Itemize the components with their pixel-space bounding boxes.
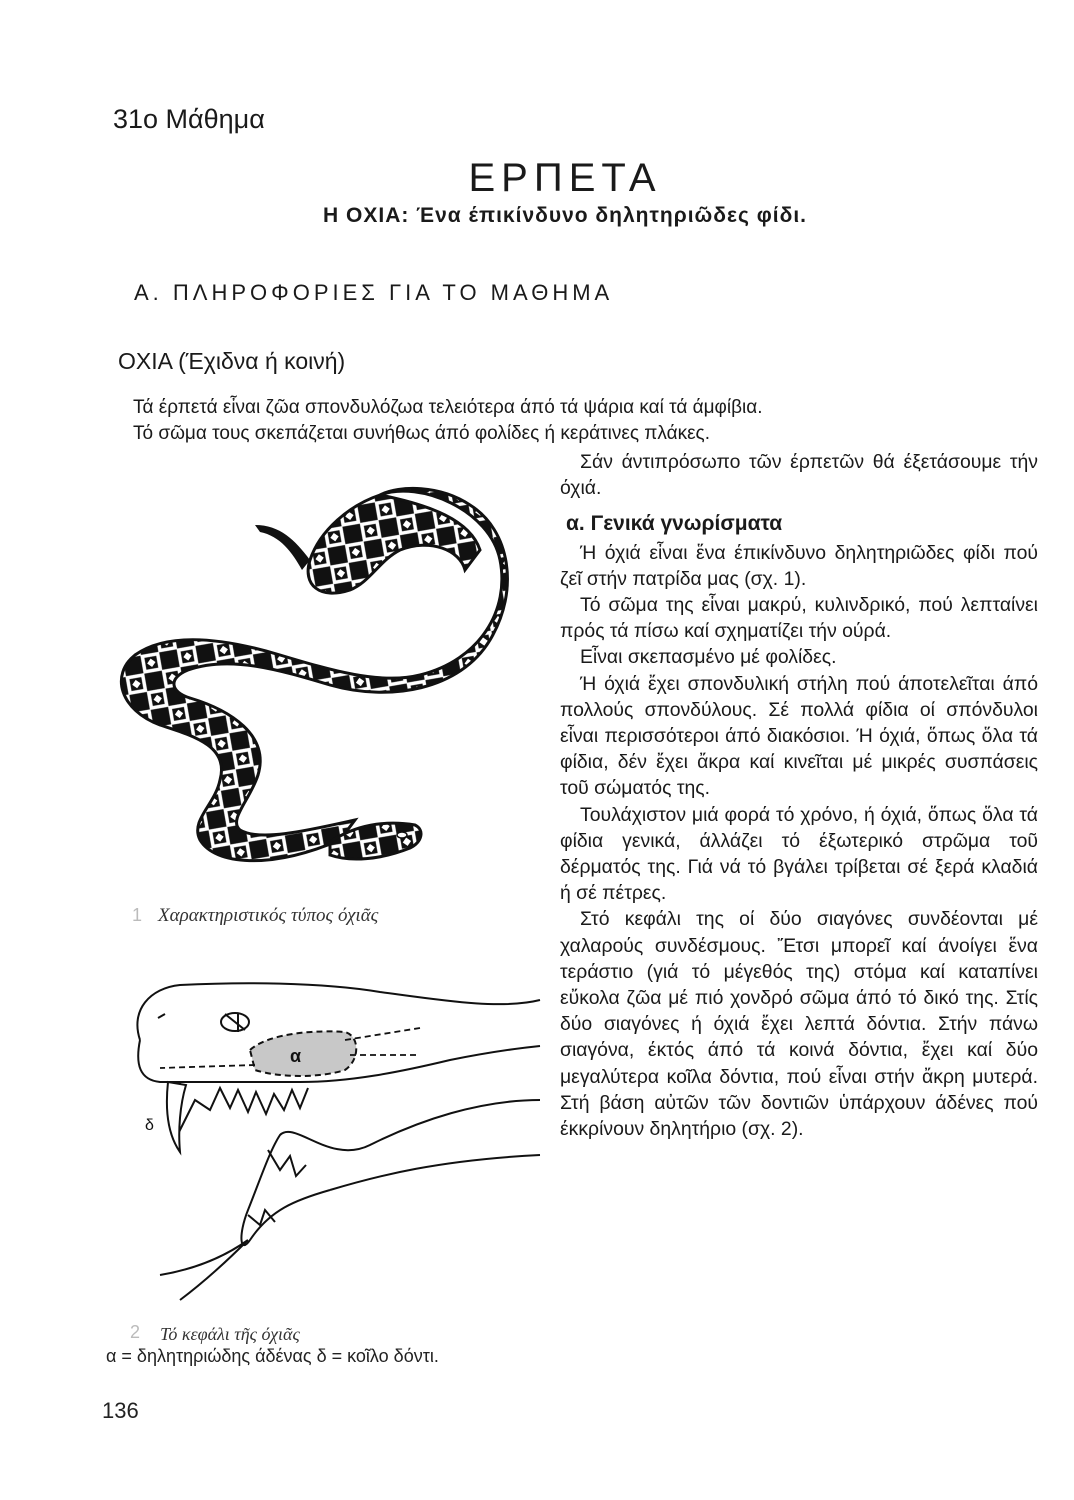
right-column-text <box>560 449 1038 1142</box>
section-heading: Α. ΠΛΗΡΟΦΟΡΙΕΣ ΓΙΑ ΤΟ ΜΑΘΗΜΑ <box>134 280 614 305</box>
figure-2-caption: Τό κεφάλι τῆς όχιᾶς <box>160 1324 300 1344</box>
paragraph-1: Ή όχιά εἶναι ἕνα έπικίνδυνο δηλητηριῶδες φίδι πού ζεῖ στήν πατρίδα μας (σχ. 1). <box>560 541 1038 590</box>
figure-2-number: 2 <box>130 1322 141 1342</box>
page-subtitle: Η ΟΧΙΑ: Ένα έπικίνδυνο δηλητηριῶδες φίδι. <box>323 204 807 227</box>
lead-paragraph: Σάν άντιπρόσωπο τῶν έρπετῶν θά έξετάσουμε τήν όχιά. <box>560 451 1038 500</box>
species-heading: ΟΧΙΑ (Έχιδνα ή κοινή) <box>118 348 346 374</box>
intro-line-2: Τό σῶμα τους σκεπάζεται συνήθως άπό φολίδες ή κεράτινες πλάκες. <box>133 423 710 444</box>
subsection-heading: α. Γενικά γνωρίσματα <box>566 512 783 536</box>
fang-label: δ <box>145 1117 154 1134</box>
intro-line-1: Τά έρπετά εἶναι ζῶα σπονδυλόζωα τελειότερα άπό τά ψάρια καί τά άμφίβια. <box>133 397 763 418</box>
viper-head-illustration <box>120 970 560 1310</box>
figure-2-legend: α = δηλητηριώδης άδένας δ = κοῖλο δόντι. <box>106 1346 439 1366</box>
paragraph-6: Στό κεφάλι της οί δύο σιαγόνες συνδέονται μέ χαλαρούς συνδέσμους. Ἔτσι μπορεῖ καί άνοίγει ἕνα τεράστιο (γιά τό μέγεθός της) στόμα καί καταπίνει εὔκολα ζῶα μέ πιό χονδρό σῶμα άπό τό δικό της. Στίς δύο σιαγόνες ή όχιά ἔχει λεπτά δόντια. Στήν πάνω σιαγόνα, έκτός άπό τά κοινά δόντια, ἔχει καί δύο μεγαλύτερα κοῖλα δόντια, πού εἶναι στήν ἄκρη μυτερά. Στή βάση αὐτῶν τῶν δοντιῶν ὑπάρχουν άδένες πού έκκρίνουν δηλητήριο (σχ. 2). <box>560 908 1038 1141</box>
intro-text <box>133 395 953 447</box>
figure-1-number: 1 <box>132 905 143 925</box>
lesson-label: 31ο Μάθημα <box>113 104 265 134</box>
page-title: ΕΡΠΕΤΑ <box>468 156 662 200</box>
viper-illustration <box>80 470 560 890</box>
figure-1-caption: Χαρακτηριστικός τύπος όχιᾶς <box>158 905 379 926</box>
paragraph-5: Τουλάχιστον μιά φορά τό χρόνο, ή όχιά, ὅπως ὅλα τά φίδια γενικά, άλλάζει τό έξωτερικό στρῶμα τοῦ δέρματός της. Γιά νά τό βγάλει τρίβεται σέ ξερά κλαδιά ή σέ πέτρες. <box>560 803 1038 905</box>
gland-label: α <box>290 1046 302 1066</box>
page-number: 136 <box>102 1398 139 1423</box>
paragraph-3: Εἶναι σκεπασμένο μέ φολίδες. <box>580 646 837 669</box>
paragraph-2: Τό σῶμα της εἶναι μακρύ, κυλινδρικό, πού λεπταίνει πρός τά πίσω καί σχηματίζει τήν ούρά. <box>560 594 1038 643</box>
paragraph-4: Ή όχιά ἔχει σπονδυλική στήλη πού άποτελεῖται άπό πολλούς σπονδύλους. Σέ πολλά φίδια οί σπόνδυλοι εἶναι περισσότεροι άπό διακόσιοι. Ή όχιά, ὅπως ὅλα τά φίδια, δέν ἔχει ἄκρα καί κινεῖται μέ μικρές συσπάσεις τοῦ σώματός της. <box>560 672 1038 800</box>
